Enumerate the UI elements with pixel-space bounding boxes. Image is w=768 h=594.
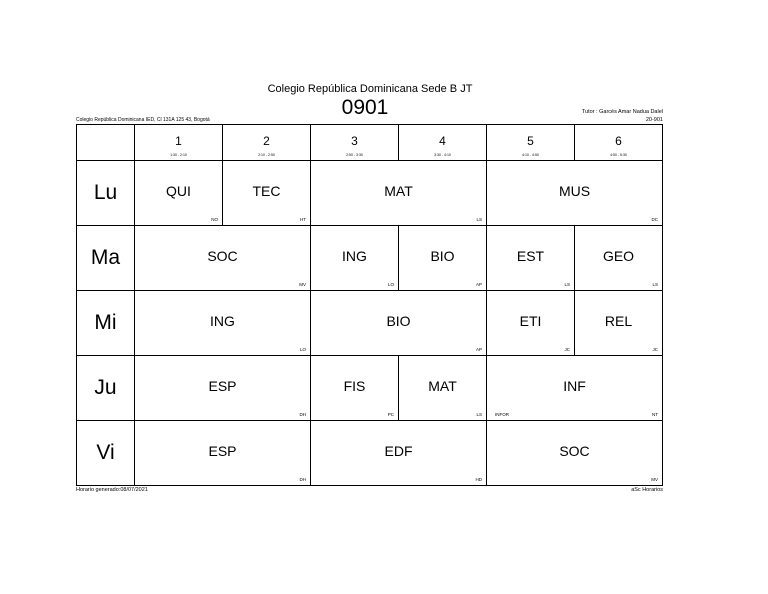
- generated-date: Horario generado:08/07/2021: [76, 487, 148, 493]
- lesson-subject: ING: [210, 313, 235, 329]
- period-header-2: [223, 125, 311, 161]
- lesson-teacher: LS: [652, 282, 658, 287]
- lesson-subject: ETI: [519, 313, 542, 329]
- lesson-teacher: HT: [300, 217, 306, 222]
- school-address: Colegio República Dominicana IED, Cl 131A 125 43, Bogotá: [76, 117, 210, 123]
- day-label: Vi: [77, 421, 135, 486]
- lesson-subject: INF: [563, 378, 586, 394]
- school-title: Colegio República Dominicana Sede B JT: [267, 83, 473, 95]
- lesson-teacher: DH: [299, 412, 306, 417]
- day-label: Ju: [77, 356, 135, 421]
- lesson-cell: [135, 291, 311, 356]
- lesson-teacher: LO: [299, 347, 306, 352]
- lesson-subject: TEC: [252, 183, 281, 199]
- lesson-cell: [399, 226, 487, 291]
- lesson-subject: MUS: [558, 183, 591, 199]
- period-header-5: [487, 125, 575, 161]
- lesson-cell: [223, 161, 311, 226]
- period-number: 1: [175, 134, 182, 148]
- period-header-4: [399, 125, 487, 161]
- lesson-subject: SOC: [559, 443, 590, 459]
- lesson-subject: GEO: [602, 248, 635, 264]
- lesson-cell: [487, 356, 663, 421]
- period-time: 4:50 - 5:30: [610, 153, 627, 157]
- period-time: 3:30 - 4:10: [434, 153, 451, 157]
- lesson-cell: [487, 161, 663, 226]
- period-time: 1:30 - 2:10: [170, 153, 187, 157]
- period-header-6: [575, 125, 663, 161]
- lesson-teacher: MV: [299, 282, 306, 287]
- period-number: 6: [615, 134, 622, 148]
- day-label: Mi: [77, 291, 135, 356]
- lesson-subject: ING: [342, 248, 367, 264]
- day-row-lu: [77, 161, 663, 226]
- lesson-cell: [487, 291, 575, 356]
- timetable: [76, 124, 663, 486]
- day-row-ju: [77, 356, 663, 421]
- lesson-teacher: DC: [651, 217, 658, 222]
- lesson-cell: [135, 356, 311, 421]
- lesson-teacher: PC: [387, 412, 394, 417]
- period-time: 4:10 - 4:50: [522, 153, 539, 157]
- lesson-subject: ESP: [208, 378, 237, 394]
- period-header-1: [135, 125, 223, 161]
- lesson-teacher: LS: [476, 217, 482, 222]
- day-row-mi: [77, 291, 663, 356]
- period-time: 2:10 - 2:50: [258, 153, 275, 157]
- lesson-teacher: HD: [475, 477, 482, 482]
- period-header-row: [77, 125, 663, 161]
- period-time: 2:50 - 3:30: [346, 153, 363, 157]
- lesson-teacher: DH: [299, 477, 306, 482]
- group-code: 20-901: [645, 117, 663, 123]
- day-row-ma: [77, 226, 663, 291]
- lesson-teacher: LO: [387, 282, 394, 287]
- lesson-subject: REL: [604, 313, 633, 329]
- day-label: Ma: [77, 226, 135, 291]
- period-number: 3: [351, 134, 358, 148]
- lesson-subject: MAT: [384, 183, 413, 199]
- lesson-cell: [487, 421, 663, 486]
- lesson-cell: [487, 226, 575, 291]
- lesson-subject: BIO: [430, 248, 455, 264]
- lesson-subject: BIO: [386, 313, 411, 329]
- period-number: 4: [439, 134, 446, 148]
- lesson-cell: [311, 161, 487, 226]
- lesson-subject: SOC: [207, 248, 238, 264]
- day-label: Lu: [77, 161, 135, 226]
- lesson-subject: MAT: [428, 378, 457, 394]
- lesson-cell: [575, 226, 663, 291]
- lesson-subject: ESP: [208, 443, 237, 459]
- period-number: 2: [263, 134, 270, 148]
- lesson-subject: EST: [516, 248, 545, 264]
- lesson-teacher: NO: [211, 217, 218, 222]
- class-code: 0901: [341, 96, 389, 119]
- lesson-room: INFOR: [495, 412, 509, 417]
- lesson-cell: [311, 356, 399, 421]
- lesson-teacher: MV: [651, 477, 658, 482]
- tutor-name: Tutor : Garcés Amar Nadua Dalel: [581, 109, 663, 115]
- lesson-teacher: JC: [652, 347, 658, 352]
- lesson-cell: [135, 226, 311, 291]
- lesson-subject: QUI: [166, 183, 191, 199]
- lesson-teacher: LS: [476, 412, 482, 417]
- lesson-cell: [311, 291, 487, 356]
- tutor-info: [582, 108, 663, 124]
- lesson-teacher: NT: [652, 412, 658, 417]
- lesson-cell: [135, 161, 223, 226]
- lesson-teacher: JC: [564, 347, 570, 352]
- lesson-subject: EDF: [384, 443, 413, 459]
- lesson-teacher: AP: [475, 347, 482, 352]
- corner-cell: [77, 125, 135, 161]
- lesson-cell: [575, 291, 663, 356]
- lesson-teacher: LS: [564, 282, 570, 287]
- lesson-teacher: AP: [475, 282, 482, 287]
- lesson-subject: FIS: [343, 378, 366, 394]
- lesson-cell: [135, 421, 311, 486]
- software-credit: aSc Horarios: [631, 487, 663, 493]
- day-row-vi: [77, 421, 663, 486]
- lesson-cell: [311, 226, 399, 291]
- period-header-3: [311, 125, 399, 161]
- period-number: 5: [527, 134, 534, 148]
- lesson-cell: [311, 421, 487, 486]
- lesson-cell: [399, 356, 487, 421]
